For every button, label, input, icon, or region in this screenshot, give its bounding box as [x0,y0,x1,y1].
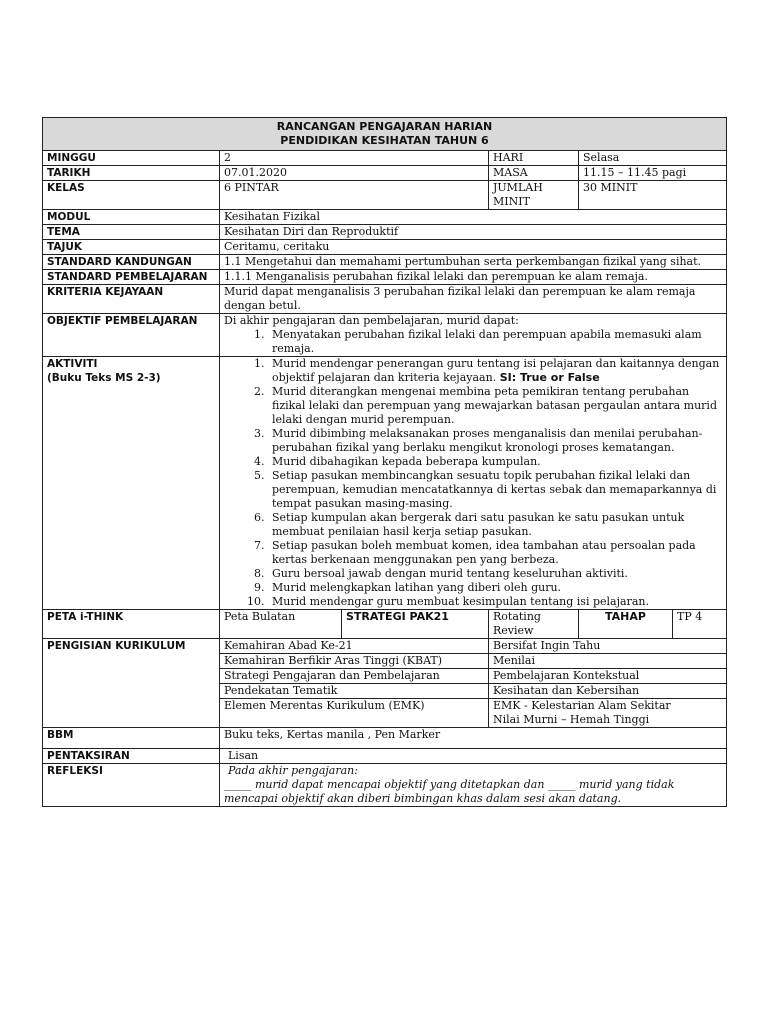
tema-label: TEMA [43,225,220,240]
refleksi-label: REFLEKSI [43,764,220,807]
row-standard-kandungan [43,255,727,270]
aktiviti-value [220,357,727,610]
title-line-2: PENDIDIKAN KESIHATAN TAHUN 6 [280,134,489,147]
bbm-label: BBM [43,728,220,749]
bbm-value: Buku teks, Kertas manila , Pen Marker [220,728,727,749]
pengisian-r5b [489,699,727,728]
standard-pembelajaran-label: STANDARD PEMBELAJARAN [43,270,220,285]
pengisian-r3a: Strategi Pengajaran dan Pembelajaran [220,669,489,684]
refleksi-line2: _____ murid dapat mencapai objektif yang ditetapkan dan _____ murid yang tidak mencapai objektif akan diberi bimbingan khas dalam sesi akan datang. [224,778,675,805]
aktiviti-item-1-text: Murid mendengar penerangan guru tentang isi pelajaran dan kaitannya dengan objektif pelajaran dan kriteria kejayaan. [272,357,720,384]
row-aktiviti [43,357,727,610]
aktiviti-item-4: 4. Murid dibahagikan kepada beberapa kumpulan. [268,455,722,469]
kriteria-value: Murid dapat menganalisis 3 perubahan fizikal lelaki dan perempuan ke alam remaja dengan betul. [220,285,727,314]
pengisian-r4a: Pendekatan Tematik [220,684,489,699]
pengisian-r5b-line2: Nilai Murni – Hemah Tinggi [493,713,650,726]
hari-value: Selasa [579,151,727,166]
row-modul [43,210,727,225]
kriteria-label: KRITERIA KEJAYAAN [43,285,220,314]
masa-value: 11.15 – 11.45 pagi [579,166,727,181]
row-minggu [43,151,727,166]
aktiviti-item-2: 2. Murid diterangkan mengenai membina peta pemikiran tentang perubahan fizikal lelaki dan perempuan yang mewajarkan batasan pergaulan antara murid lelaki dengan murid perempuan. [268,385,722,427]
standard-kandungan-value: 1.1 Mengetahui dan memahami pertumbuhan serta perkembangan fizikal yang sihat. [220,255,727,270]
standard-pembelajaran-value: 1.1.1 Menganalisis perubahan fizikal lelaki dan perempuan ke alam remaja. [220,270,727,285]
refleksi-line1: Pada akhir pengajaran: [228,764,358,777]
tahap-value: TP 4 [673,610,727,639]
lesson-plan-table [42,117,727,807]
strategi-value: Rotating Review [489,610,579,639]
si-label: SI: True or False [499,371,600,384]
row-objektif [43,314,727,357]
tajuk-label: TAJUK [43,240,220,255]
row-tajuk [43,240,727,255]
aktiviti-item-3: 3. Murid dibimbing melaksanakan proses menganalisis dan menilai perubahan-perubahan fizikal yang berlaku mengikut kronologi proses kematangan. [268,427,722,455]
pengisian-label: PENGISIAN KURIKULUM [43,639,220,728]
row-kelas [43,181,727,210]
aktiviti-item-1 [268,357,722,385]
pengisian-r2a: Kemahiran Berfikir Aras Tinggi (KBAT) [220,654,489,669]
tahap-label: TAHAP [579,610,673,639]
aktiviti-item-7: 7. Setiap pasukan boleh membuat komen, idea tambahan atau persoalan pada kertas berkenaan menggunakan pen yang berbeza. [268,539,722,567]
tajuk-value: Ceritamu, ceritaku [220,240,727,255]
row-refleksi [43,764,727,807]
pengisian-r5b-line1: EMK - Kelestarian Alam Sekitar [493,699,671,712]
pengisian-r3b: Pembelajaran Kontekstual [489,669,727,684]
objektif-value [220,314,727,357]
peta-label: PETA i-THINK [43,610,220,639]
row-tema [43,225,727,240]
aktiviti-label [43,357,220,610]
modul-value: Kesihatan Fizikal [220,210,727,225]
row-pengisian-1 [43,639,727,654]
objektif-label: OBJEKTIF PEMBELAJARAN [43,314,220,357]
pentaksiran-label: PENTAKSIRAN [43,749,220,764]
jumlah-minit-value: 30 MINIT [579,181,727,210]
tarikh-value: 07.01.2020 [220,166,489,181]
objektif-item: 1. Menyatakan perubahan fizikal lelaki dan perempuan apabila memasuki alam remaja. [268,328,722,356]
aktiviti-item-10: 10. Murid mendengar guru membuat kesimpulan tentang isi pelajaran. [268,595,722,609]
kelas-label: KELAS [43,181,220,210]
pengisian-r2b: Menilai [489,654,727,669]
row-standard-pembelajaran [43,270,727,285]
aktiviti-label-line1: AKTIVITI [47,358,98,370]
aktiviti-item-6: 6. Setiap kumpulan akan bergerak dari satu pasukan ke satu pasukan untuk membuat penilaian hasil kerja setiap pasukan. [268,511,722,539]
row-kriteria [43,285,727,314]
hari-label: HARI [489,151,579,166]
pengisian-r5a: Elemen Merentas Kurikulum (EMK) [220,699,489,728]
standard-kandungan-label: STANDARD KANDUNGAN [43,255,220,270]
minggu-value: 2 [220,151,489,166]
aktiviti-list [224,357,722,609]
pengisian-r4b: Kesihatan dan Kebersihan [489,684,727,699]
peta-value: Peta Bulatan [220,610,342,639]
refleksi-value [220,764,727,807]
minggu-label: MINGGU [43,151,220,166]
objektif-list [224,328,722,356]
row-bbm [43,728,727,749]
row-tarikh [43,166,727,181]
strategi-label: STRATEGI PAK21 [342,610,489,639]
aktiviti-item-8: 8. Guru bersoal jawab dengan murid tentang keseluruhan aktiviti. [268,567,722,581]
pengisian-r1a: Kemahiran Abad Ke-21 [220,639,489,654]
row-pentaksiran [43,749,727,764]
objektif-intro: Di akhir pengajaran dan pembelajaran, murid dapat: [224,314,519,327]
tema-value: Kesihatan Diri dan Reproduktif [220,225,727,240]
pengisian-r1b: Bersifat Ingin Tahu [489,639,727,654]
title-row [43,118,727,151]
modul-label: MODUL [43,210,220,225]
title-line-1: RANCANGAN PENGAJARAN HARIAN [276,120,493,133]
masa-label: MASA [489,166,579,181]
jumlah-minit-label: JUMLAH MINIT [489,181,579,210]
aktiviti-item-9: 9. Murid melengkapkan latihan yang diberi oleh guru. [268,581,722,595]
row-peta [43,610,727,639]
tarikh-label: TARIKH [43,166,220,181]
kelas-value: 6 PINTAR [220,181,489,210]
aktiviti-label-line2: (Buku Teks MS 2-3) [47,372,161,384]
aktiviti-item-5: 5. Setiap pasukan membincangkan sesuatu topik perubahan fizikal lelaki dan perempuan, kemudian mencatatkannya di kertas sebak dan memaparkannya di tempat pasukan masing-masing. [268,469,722,511]
pentaksiran-value: Lisan [220,749,727,764]
document-title [43,118,727,151]
